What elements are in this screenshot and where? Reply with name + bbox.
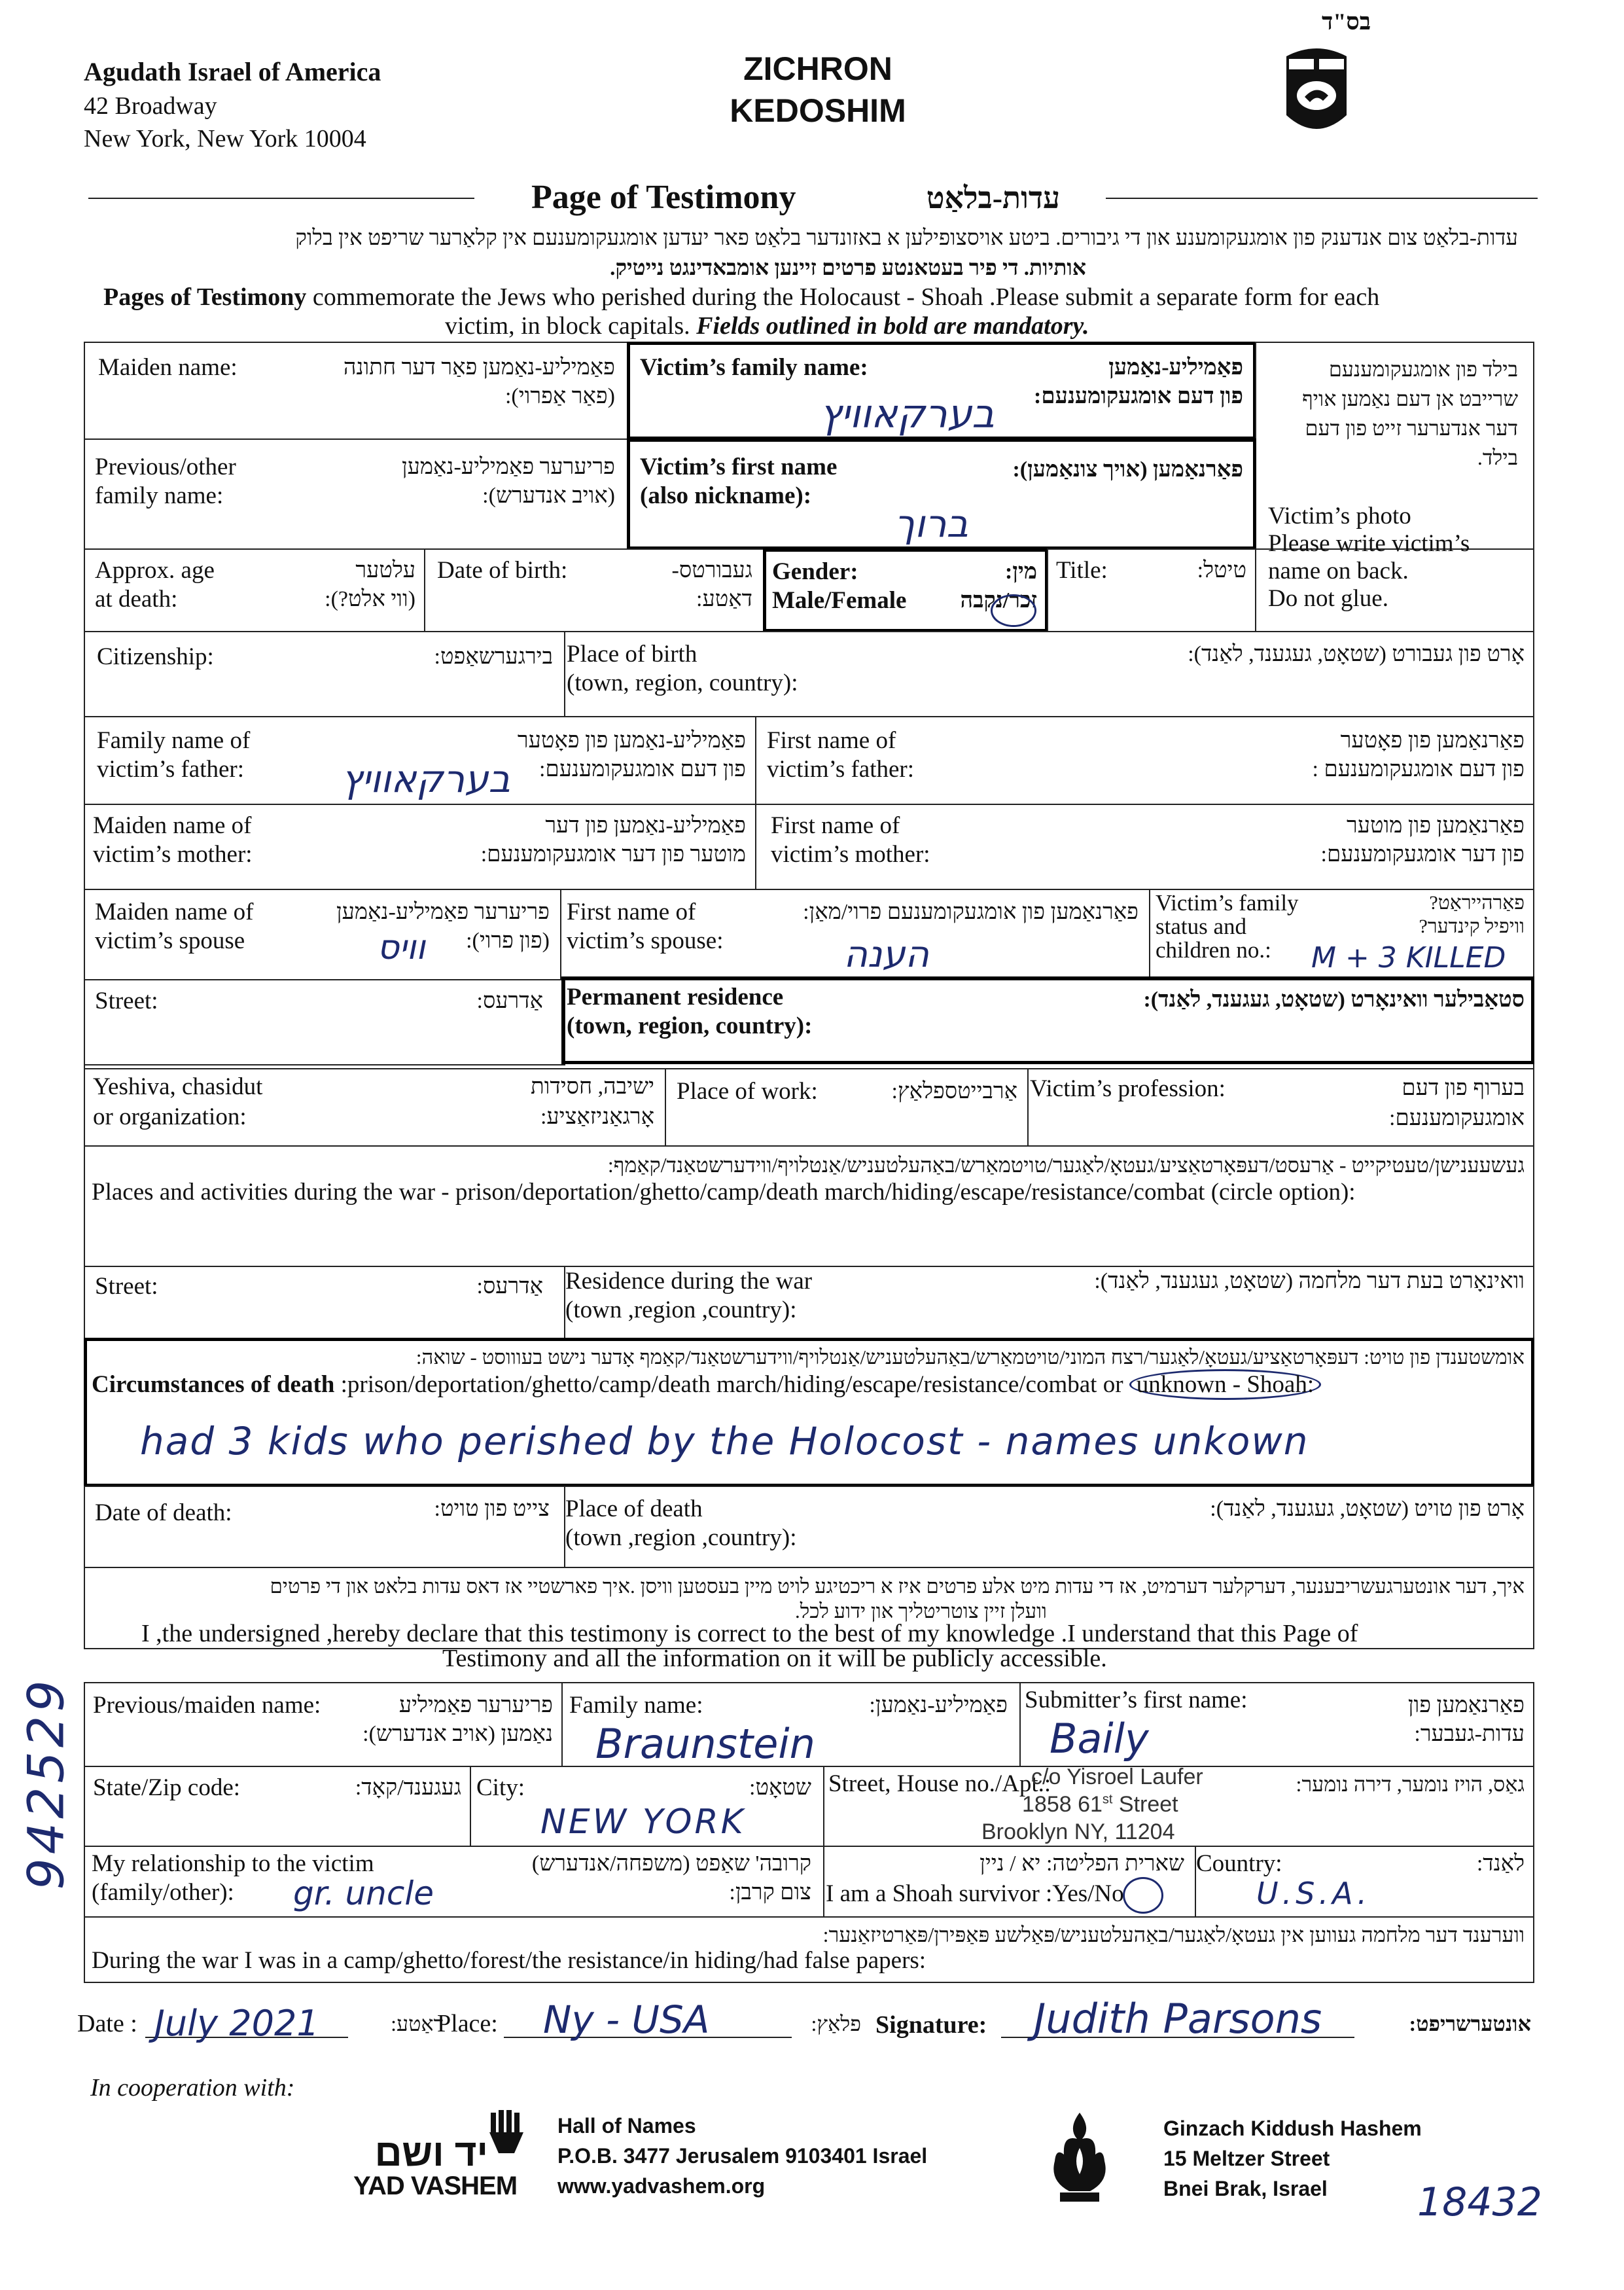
sub-family-value[interactable]: Braunstein <box>595 1720 815 1768</box>
intro-english-2 <box>445 312 1089 340</box>
place-label: Place: <box>437 2010 498 2037</box>
mother-maiden-label: Maiden name of victim’s mother: <box>93 812 253 868</box>
date-hebrew: דאַטע: <box>391 2012 444 2035</box>
victim-first-value[interactable]: ברוך <box>894 501 968 546</box>
dod-label: Date of death: <box>95 1499 232 1526</box>
war-res-hebrew: וואינאָרט בעת דער מלחמה (שטאָט, געגענד, לאַנד): <box>1094 1269 1525 1293</box>
intro-text-2: victim, in block capitals. <box>445 312 697 340</box>
war-res-label: Residence during the war (town ,region ,country): <box>565 1268 813 1323</box>
death-circ-value[interactable]: had 3 kids who perished by the Holocost - names unkown <box>140 1419 1309 1463</box>
citizenship-label: Citizenship: <box>97 643 214 670</box>
title-rule-right <box>1106 198 1538 199</box>
age-hebrew: עלטער (ווי אלט?): <box>325 558 415 611</box>
mother-first-label: First name of victim’s mother: <box>771 812 930 868</box>
sub-prev-maiden-hebrew: פריערער פאַמיליע נאַמען (אויב אנדערש): <box>362 1693 553 1746</box>
sub-state-hebrew: געגענד/קאָד: <box>355 1776 461 1800</box>
gk-line-2: 15 Meltzer Street <box>1163 2147 1330 2170</box>
work-hebrew: אַרבייטספלאַץ: <box>891 1079 1017 1103</box>
ginzach-logo-icon <box>1040 2109 1119 2210</box>
form-title-hebrew: עדות-בלאַט <box>926 181 1060 215</box>
victim-family-hebrew: פאַמיליע-נאַמען פון דעם אומגעקומענעם: <box>1034 355 1243 408</box>
mother-first-hebrew: פאַרנאַמען פון מוטער פון דער אומגעקומענעם: <box>1320 814 1525 867</box>
sub-country-value[interactable]: U.S.A. <box>1256 1876 1371 1911</box>
death-circ-hebrew: אומשטענדן פון טויט: דעפּאָרטאַציע/געטאָ/לאַגער/רצח המוני/טויטמאַרש/באַהעלטעניש/אַנטלויף/ווידערשטאַנד/קאַמף אָדער נישט בעוווסט - שואה: <box>415 1346 1525 1369</box>
street-hebrew: אַדרעס: <box>476 989 543 1013</box>
place-hebrew: פלאַץ: <box>811 2012 861 2035</box>
sub-first-hebrew: פאַרנאַמען פון עדות-געבער: <box>1407 1693 1525 1746</box>
death-circ-unknown: unknown - Shoah: <box>1129 1369 1321 1400</box>
father-family-value[interactable]: בערקאוויץ <box>341 757 510 801</box>
sub-address-line-3[interactable]: Brooklyn NY, 11204 <box>981 1819 1175 1844</box>
profession-hebrew: בערוף פון דעם אומגעקומענעם: <box>1389 1076 1525 1130</box>
project-title-2: KEDOSHIM <box>730 92 906 129</box>
signature-label: Signature: <box>875 2011 987 2039</box>
date-label: Date : <box>77 2010 137 2037</box>
sub-first-label: Submitter’s first name: <box>1025 1687 1248 1713</box>
photo-english: Victim’s photo Please write victim’s name on back. Do not glue. <box>1268 503 1470 612</box>
family-status-value[interactable]: M + 3 KILLED <box>1311 941 1506 975</box>
side-reference-number: 942529 <box>16 1676 75 1890</box>
gk-line-1: Ginzach Kiddush Hashem <box>1163 2117 1422 2140</box>
intro-bold: Pages of Testimony <box>103 283 307 311</box>
intro-hebrew-2: אותיות. די פיר בעטאנטע פרטים זיינען אומבאדינגט נייטיק. <box>610 257 1086 280</box>
sub-address-line-2[interactable]: 1858 61st Street <box>1022 1792 1178 1817</box>
sub-family-label: Family name: <box>569 1692 703 1719</box>
yad-vashem-logo-hebrew: יד ושם <box>374 2132 488 2174</box>
gender-circle <box>991 594 1036 627</box>
declaration-english-1: I ,the undersigned ,hereby declare that this testimony is correct to the best of my knowledge .I understand that this Page of <box>141 1620 1358 1647</box>
title-label: Title: <box>1056 557 1108 584</box>
places-label: Places and activities during the war - prison/deportation/ghetto/camp/death march/hiding/escape/resistance/combat (circle option): <box>92 1179 1356 1206</box>
title-hebrew: טיטל: <box>1197 558 1246 582</box>
sub-relation-hebrew: קרובה' שאַפט (משפחה/אנדערש) צום קרבן: <box>531 1852 811 1905</box>
work-label: Place of work: <box>677 1078 818 1105</box>
war-street-hebrew: אַדרעס: <box>476 1274 543 1298</box>
intro-text-1: commemorate the Jews who perished during the Holocaust - Shoah .Please submit a separate form for each <box>306 283 1380 311</box>
mother-maiden-hebrew: פאַמיליע-נאַמען פון דער מוטער פון דער אומגעקומענעם: <box>480 814 746 867</box>
yeshiva-label: Yeshiva, chasidut or organization: <box>93 1073 263 1130</box>
sub-country-hebrew: לאַנד: <box>1476 1852 1525 1876</box>
gk-line-3: Bnei Brak, Israel <box>1163 2177 1328 2200</box>
street-label: Street: <box>95 988 158 1014</box>
victim-family-label: Victim’s family name: <box>640 354 868 381</box>
photo-lower-cell <box>1255 548 1534 632</box>
place-value[interactable]: Ny - USA <box>543 1997 710 2042</box>
places-hebrew: געשעענישן/טעטיקייט - אַרעסט/דעפּאָרטאַציע/געטאָ/לאַגער/טויטמאַרש/באַהעלטעניש/אַנטלויף/ווידערשטאַנד/קאַמף: <box>607 1153 1525 1177</box>
sub-relation-label: My relationship to the victim (family/other): <box>92 1850 374 1906</box>
cooperation-label: In cooperation with: <box>90 2074 295 2102</box>
yad-vashem-logo-icon <box>488 2109 525 2159</box>
agudah-logo <box>1277 45 1356 139</box>
gender-label: Gender: Male/Female <box>772 558 907 614</box>
pob-hebrew: אָרט פון געבורט (שטאָט, געגענד, לאַנד): <box>1188 642 1525 666</box>
father-first-hebrew: פאַרנאַמען פון פאָטער פון דעם אומגעקומענעם : <box>1312 728 1525 781</box>
yv-line-1: Hall of Names <box>557 2114 696 2138</box>
declaration-hebrew-2: וועלן זיין צוטריטליך און ידוע לכל. <box>794 1600 1047 1622</box>
sub-first-value[interactable]: Baily <box>1050 1715 1149 1762</box>
dod-hebrew: צייט פון טויט: <box>434 1497 550 1521</box>
perm-res-label: Permanent residence (town, region, country): <box>567 984 813 1039</box>
family-status-hebrew: פאַרהייראַט? וויפיל קינדער? <box>1419 892 1525 937</box>
bsd-mark: בס"ד <box>1322 9 1371 35</box>
sub-survivor-label: I am a Shoah survivor :Yes/No <box>826 1880 1124 1907</box>
pob-label: Place of birth (town, region, country): <box>567 641 798 696</box>
sub-street-hebrew: גאַס, הויז נומער, דירה נומער: <box>1296 1772 1525 1796</box>
profession-label: Victim’s profession: <box>1030 1075 1226 1102</box>
photo-hebrew: בילד פון אומגעקומענעם שרייבט אן דעם נאַמען אויף דער אנדערער זייט פון דעם בילד. <box>1302 357 1518 469</box>
maiden-name-hebrew: פאַמיליע-נאַמען פאַר דער חתונה (פאַר אַפרוי): <box>343 355 615 408</box>
org-name: Agudath Israel of America <box>84 57 381 86</box>
victim-family-value[interactable]: בערקאוויץ <box>819 391 995 437</box>
father-family-hebrew: פאַמיליע-נאַמען פון פאָטער פון דעם אומגעקומענעם: <box>517 728 746 781</box>
spouse-maiden-value[interactable]: וויס <box>377 928 425 967</box>
prev-family-hebrew: פריערער פאַמיליע-נאַמען (אויב אנדערש): <box>401 455 615 508</box>
spouse-maiden-label: Maiden name of victim’s spouse <box>95 899 254 954</box>
death-circ-label <box>92 1370 1321 1399</box>
sub-city-value[interactable]: NEW YORK <box>540 1802 746 1842</box>
father-first-label: First name of victim’s father: <box>767 727 915 783</box>
corner-reference-number: 18432 <box>1417 2179 1542 2225</box>
signature-value[interactable]: Judith Parsons <box>1034 1995 1322 2043</box>
sub-war-hebrew: ווערענד דער מלחמה געווען אין געטאָ/לאַגער/באַהעלטעניש/פּאַלשע פּאַפּירן/פּאַרטיזאַנער: <box>822 1923 1525 1946</box>
declaration-english-2: Testimony and all the information on it will be publicly accessible. <box>442 1645 1107 1672</box>
gender-hebrew: מין: זכר/נקבה <box>960 560 1037 613</box>
org-city: New York, New York 10004 <box>84 125 366 152</box>
intro-hebrew-1: עדות-בלאַט צום אנדענק פון אומגעקומענע און די גיבורים. ביטע אויסצופילען א באזונדער בלאַט פאר יעדען אומגעקומענעם אין קלאַרער שריפט אין בלוק <box>295 226 1518 250</box>
sub-address-line-1[interactable]: c/o Yisroel Laufer <box>1031 1764 1203 1789</box>
form-title: Page of Testimony <box>531 179 796 216</box>
sub-street-label: Street, House no./Apt.: <box>828 1770 1051 1797</box>
yeshiva-hebrew: ישיבה, חסידות אָרגאַניזאַציע: <box>530 1075 654 1129</box>
family-status-label: Victim’s family status and children no.: <box>1156 890 1299 963</box>
sub-relation-value[interactable]: gr. uncle <box>293 1874 434 1912</box>
sub-country-label: Country: <box>1196 1850 1282 1877</box>
spouse-first-label: First name of victim’s spouse: <box>567 899 724 954</box>
sub-city-label: City: <box>476 1774 525 1801</box>
death-circ-bold: Circumstances of death <box>92 1371 335 1398</box>
spouse-maiden-hebrew: פריערער פאַמיליע-נאַמען (פון פרוי): <box>336 900 550 953</box>
date-value[interactable]: July 2021 <box>154 2003 319 2044</box>
age-label: Approx. age at death: <box>95 557 215 613</box>
perm-res-hebrew: סטאַבילער וואינאָרט (שטאָט, געגענד, לאַנד): <box>1143 988 1525 1012</box>
dob-label: Date of birth: <box>437 557 568 584</box>
victim-first-hebrew: פאַרנאַמען (אויך צונאַמען): <box>1012 457 1243 482</box>
yv-line-2: P.O.B. 3477 Jerusalem 9103401 Israel <box>557 2144 928 2168</box>
org-street: 42 Broadway <box>84 92 217 120</box>
death-circ-options: :prison/deportation/ghetto/camp/death march/hiding/escape/resistance/combat or <box>334 1371 1129 1398</box>
spouse-first-hebrew: פאַרנאַמען פון אומגעקומענעם פרוי/מאַן: <box>803 900 1139 924</box>
signature-hebrew: אונטערשריפט: <box>1409 2012 1531 2035</box>
sub-family-hebrew: פאַמיליע-נאַמען: <box>869 1693 1008 1717</box>
victim-first-label: Victim’s first name (also nickname): <box>640 454 838 509</box>
sub-survivor-hebrew: שארית הפליטה: יא / ניין <box>980 1852 1184 1876</box>
title-rule-left <box>88 198 474 199</box>
father-family-label: Family name of victim’s father: <box>97 727 251 783</box>
intro-english-1 <box>103 283 1379 312</box>
mandatory-note: Fields outlined in bold are mandatory. <box>696 312 1089 340</box>
spouse-first-value[interactable]: הענה <box>843 933 929 976</box>
project-title-1: ZICHRON <box>743 50 892 87</box>
maiden-name-label: Maiden name: <box>98 354 238 381</box>
declaration-hebrew-1: איך, דער אונטערגעשריבענער, דערקלער דערמיט, אז די עדות מיט אלע פרטים איז א ריכטיגע לויט מיין בעסטען וויסן .איך פארשטיי אז דאס עדות בלאט און די פרטים <box>270 1575 1525 1598</box>
sub-state-label: State/Zip code: <box>93 1774 241 1801</box>
war-street-label: Street: <box>95 1273 158 1300</box>
pod-hebrew: אָרט פון טויט (שטאָט, געגענד, לאַנד): <box>1210 1497 1525 1521</box>
pod-label: Place of death (town ,region ,country): <box>565 1495 797 1551</box>
survivor-no-circle <box>1123 1877 1163 1914</box>
sub-city-hebrew: שטאָט: <box>749 1776 811 1800</box>
yv-line-3: www.yadvashem.org <box>557 2174 766 2198</box>
sub-prev-maiden-label: Previous/maiden name: <box>93 1692 321 1719</box>
prev-family-label: Previous/other family name: <box>95 454 236 509</box>
dob-hebrew: געבורטס- דאַטע: <box>671 558 752 611</box>
sub-war-label: During the war I was in a camp/ghetto/forest/the resistance/in hiding/had false papers: <box>92 1947 927 1974</box>
yad-vashem-logo-text: YAD VASHEM <box>353 2172 518 2200</box>
citizenship-hebrew: בירגערשאַפט: <box>434 645 553 669</box>
